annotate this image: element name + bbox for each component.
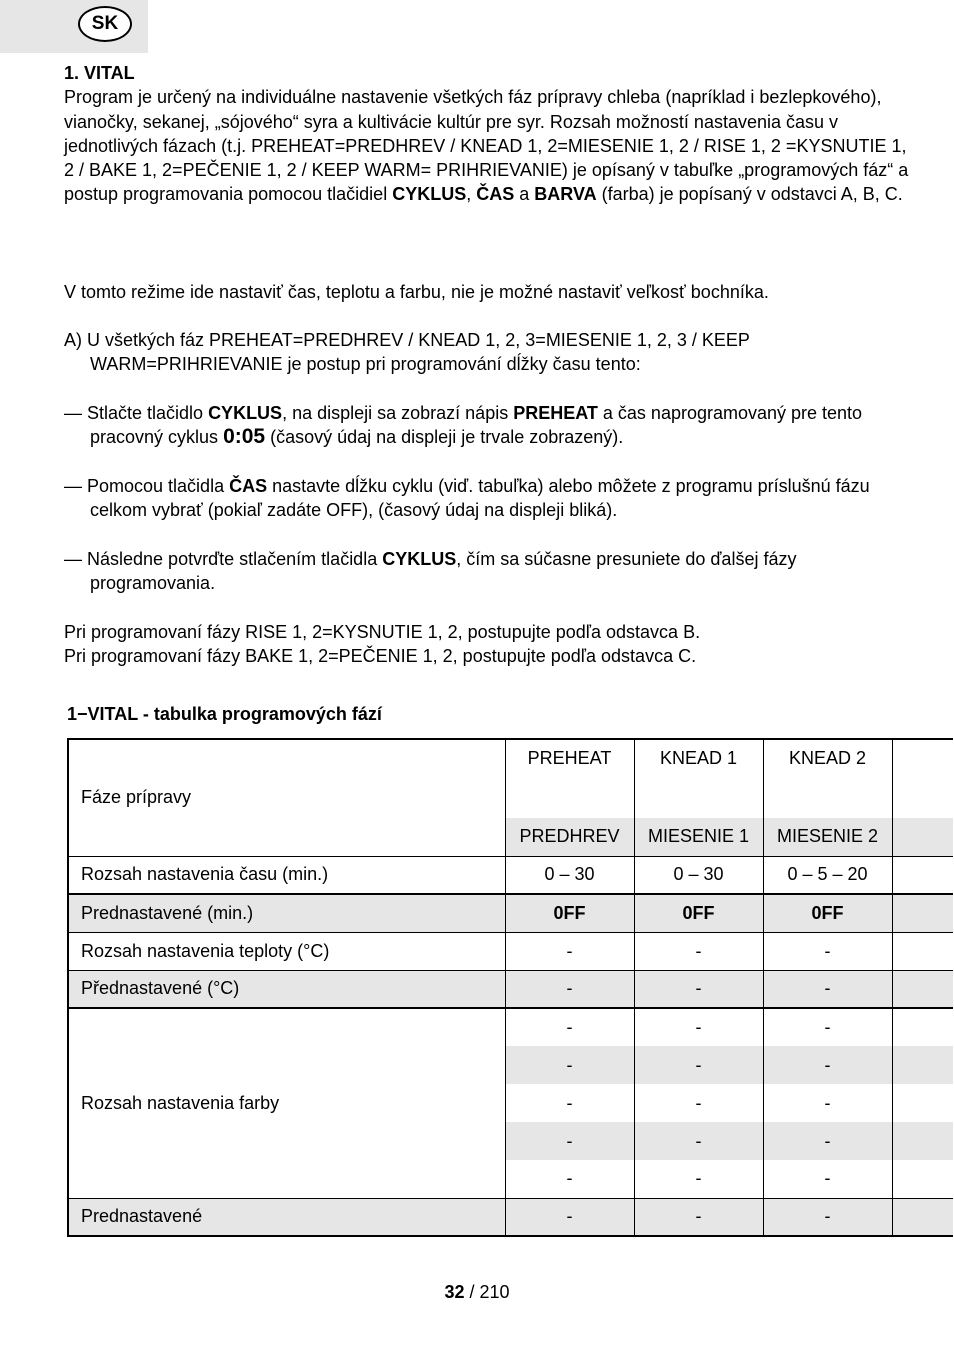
step-1-text-3: a čas naprogramovaný pre tento pracovný cyklus — [90, 403, 863, 448]
col-header-en: KNEAD 2 — [763, 739, 892, 818]
cell — [892, 1198, 953, 1236]
step-3-paragraph — [64, 547, 884, 596]
section-body — [64, 61, 914, 207]
cyklus-term: CYKLUS — [208, 403, 283, 423]
step-2-text: — Pomocou tlačidla — [64, 476, 230, 496]
cell: - — [634, 1046, 763, 1084]
cell: - — [505, 1160, 634, 1198]
cell: - — [505, 1084, 634, 1122]
intro-paragraph — [64, 85, 914, 206]
col-header-en: KNEAD 1 — [634, 739, 763, 818]
section-title: 1. VITAL — [64, 63, 135, 83]
mode-paragraph: V tomto režime ide nastaviť čas, teplotu a farbu, nie je možné nastaviť veľkosť bochníka. — [64, 282, 769, 302]
step-3-block — [64, 547, 884, 596]
row-label: Rozsah nastavenia teploty (°C) — [68, 932, 505, 970]
cell: 0 – 30 — [634, 856, 763, 894]
cell: - — [763, 1198, 892, 1236]
table-row — [68, 970, 953, 1008]
cyklus-term: CYKLUS — [382, 549, 457, 569]
step-2-text-2: nastavte dĺžku cyklu (viď. tabuľka) alebo môžete z programu príslušnú fázu celkom vybrať (pokiaľ zadáte OFF), (časový údaj na displeji bliká). — [90, 476, 870, 521]
step-1-block — [64, 401, 924, 450]
cell: - — [763, 1122, 892, 1160]
page-footer — [0, 1282, 954, 1303]
preheat-term: PREHEAT — [513, 403, 598, 423]
col-header-sk: MIESENIE 2 — [763, 818, 892, 856]
display-time: 0:05 — [223, 425, 266, 449]
col-header-sk — [892, 818, 953, 856]
cell: - — [763, 1084, 892, 1122]
cell: 0FF — [505, 894, 634, 932]
step-1-paragraph — [64, 401, 924, 450]
rise-note: Pri programovaní fázy RISE 1, 2=KYSNUTIE 1, 2, postupujte podľa odstavca B. — [64, 622, 701, 642]
col-header-sk: PREDHREV — [505, 818, 634, 856]
cell — [892, 894, 953, 932]
step-a-block — [64, 328, 824, 377]
language-tab — [0, 0, 148, 53]
cell: 0FF — [634, 894, 763, 932]
cell — [892, 970, 953, 1008]
cell: 0 – 30 — [505, 856, 634, 894]
conjunction-text: a — [514, 184, 535, 205]
cell — [892, 1046, 953, 1084]
table-title: 1−VITAL - tabulka programových fází — [67, 704, 382, 724]
notes-block — [64, 620, 914, 669]
cell — [892, 932, 953, 970]
row-label: Přednastavené (°C) — [68, 970, 505, 1008]
step-1-text-4: (časový údaj na displeji je trvale zobrazený). — [265, 427, 624, 448]
cell: - — [763, 1046, 892, 1084]
table-row — [68, 1008, 953, 1046]
cell: - — [634, 1198, 763, 1236]
cell: - — [634, 1084, 763, 1122]
step-1-text-2: , na displeji sa zobrazí nápis — [282, 403, 514, 423]
cell: - — [763, 932, 892, 970]
col-header-sk: MIESENIE 1 — [634, 818, 763, 856]
cell: - — [505, 1122, 634, 1160]
cell: - — [505, 970, 634, 1008]
separator-text: , — [466, 184, 477, 205]
cell — [892, 1122, 953, 1160]
language-badge: SK — [78, 6, 132, 42]
col-header-en — [892, 739, 953, 818]
phase-label: Fáze prípravy — [68, 739, 505, 856]
step-a-paragraph: A) U všetkých fáz PREHEAT=PREDHREV / KNEAD 1, 2, 3=MIESENIE 1, 2, 3 / KEEP WARM=PRIHRIEVANIE je postup pri programování dĺžky času tento: — [64, 330, 750, 375]
table-row — [68, 894, 953, 932]
step-3-text: — Následne potvrďte stlačením tlačidla — [64, 549, 383, 569]
cell: - — [505, 932, 634, 970]
cell: - — [634, 970, 763, 1008]
cell: - — [634, 932, 763, 970]
cell: 0FF — [763, 894, 892, 932]
page-number: 32 — [444, 1282, 465, 1302]
row-label: Rozsah nastavenia času (min.) — [68, 856, 505, 894]
row-label: Prednastavené — [68, 1198, 505, 1236]
cell: - — [634, 1008, 763, 1046]
cell: - — [763, 1008, 892, 1046]
table-row — [68, 1198, 953, 1236]
mode-paragraph-block — [64, 280, 914, 304]
page-total: / 210 — [464, 1282, 510, 1302]
cell: - — [505, 1198, 634, 1236]
step-2-paragraph — [64, 474, 884, 523]
table-row — [68, 932, 953, 970]
cas-term: ČAS — [476, 184, 515, 205]
cyklus-term: CYKLUS — [392, 184, 467, 205]
cell: - — [634, 1122, 763, 1160]
cell — [892, 1084, 953, 1122]
col-header-en: PREHEAT — [505, 739, 634, 818]
bake-note: Pri programovaní fázy BAKE 1, 2=PEČENIE 1, 2, postupujte podľa odstavca C. — [64, 646, 697, 667]
cell — [892, 1160, 953, 1198]
cell: - — [505, 1046, 634, 1084]
cell — [892, 1008, 953, 1046]
intro-text: Program je určený na individuálne nastavenie všetkých fáz prípravy chleba (napríklad i bezlepkového), vianočky, sekanej, „sójového“ syra a kultivácie kultúr pre syr. Rozsah možností nastavenia času v jednotlivých fázach (t.j. PREHEAT=PREDHREV / KNEAD 1, 2=MIESENIE 1, 2 / RISE 1, 2 =KYSNUTIE 1, 2 / BAKE 1, 2=PEČENIE 1, 2 / KEEP WARM= PRIHRIEVANIE) je opísaný v tabuľke „programových fáz“ a postup programovania pomocou tlačidiel — [64, 87, 909, 205]
cell — [892, 856, 953, 894]
cas-term: ČAS — [229, 476, 268, 496]
row-label: Rozsah nastavenia farby — [68, 1008, 505, 1198]
row-label: Prednastavené (min.) — [68, 894, 505, 932]
cell: 0 – 5 – 20 — [763, 856, 892, 894]
cell: - — [763, 970, 892, 1008]
step-3-text-2: , čím sa súčasne presuniete do ďalšej fázy programovania. — [90, 549, 797, 594]
barva-term: BARVA — [534, 184, 597, 205]
cell: - — [763, 1160, 892, 1198]
cell: - — [505, 1008, 634, 1046]
cell: - — [634, 1160, 763, 1198]
step-2-block — [64, 474, 884, 523]
phase-table — [67, 738, 953, 1237]
table-row — [68, 856, 953, 894]
step-1-text: — Stlačte tlačidlo — [64, 403, 209, 423]
intro-end-text: (farba) je popísaný v odstavci A, B, C. — [596, 184, 903, 205]
